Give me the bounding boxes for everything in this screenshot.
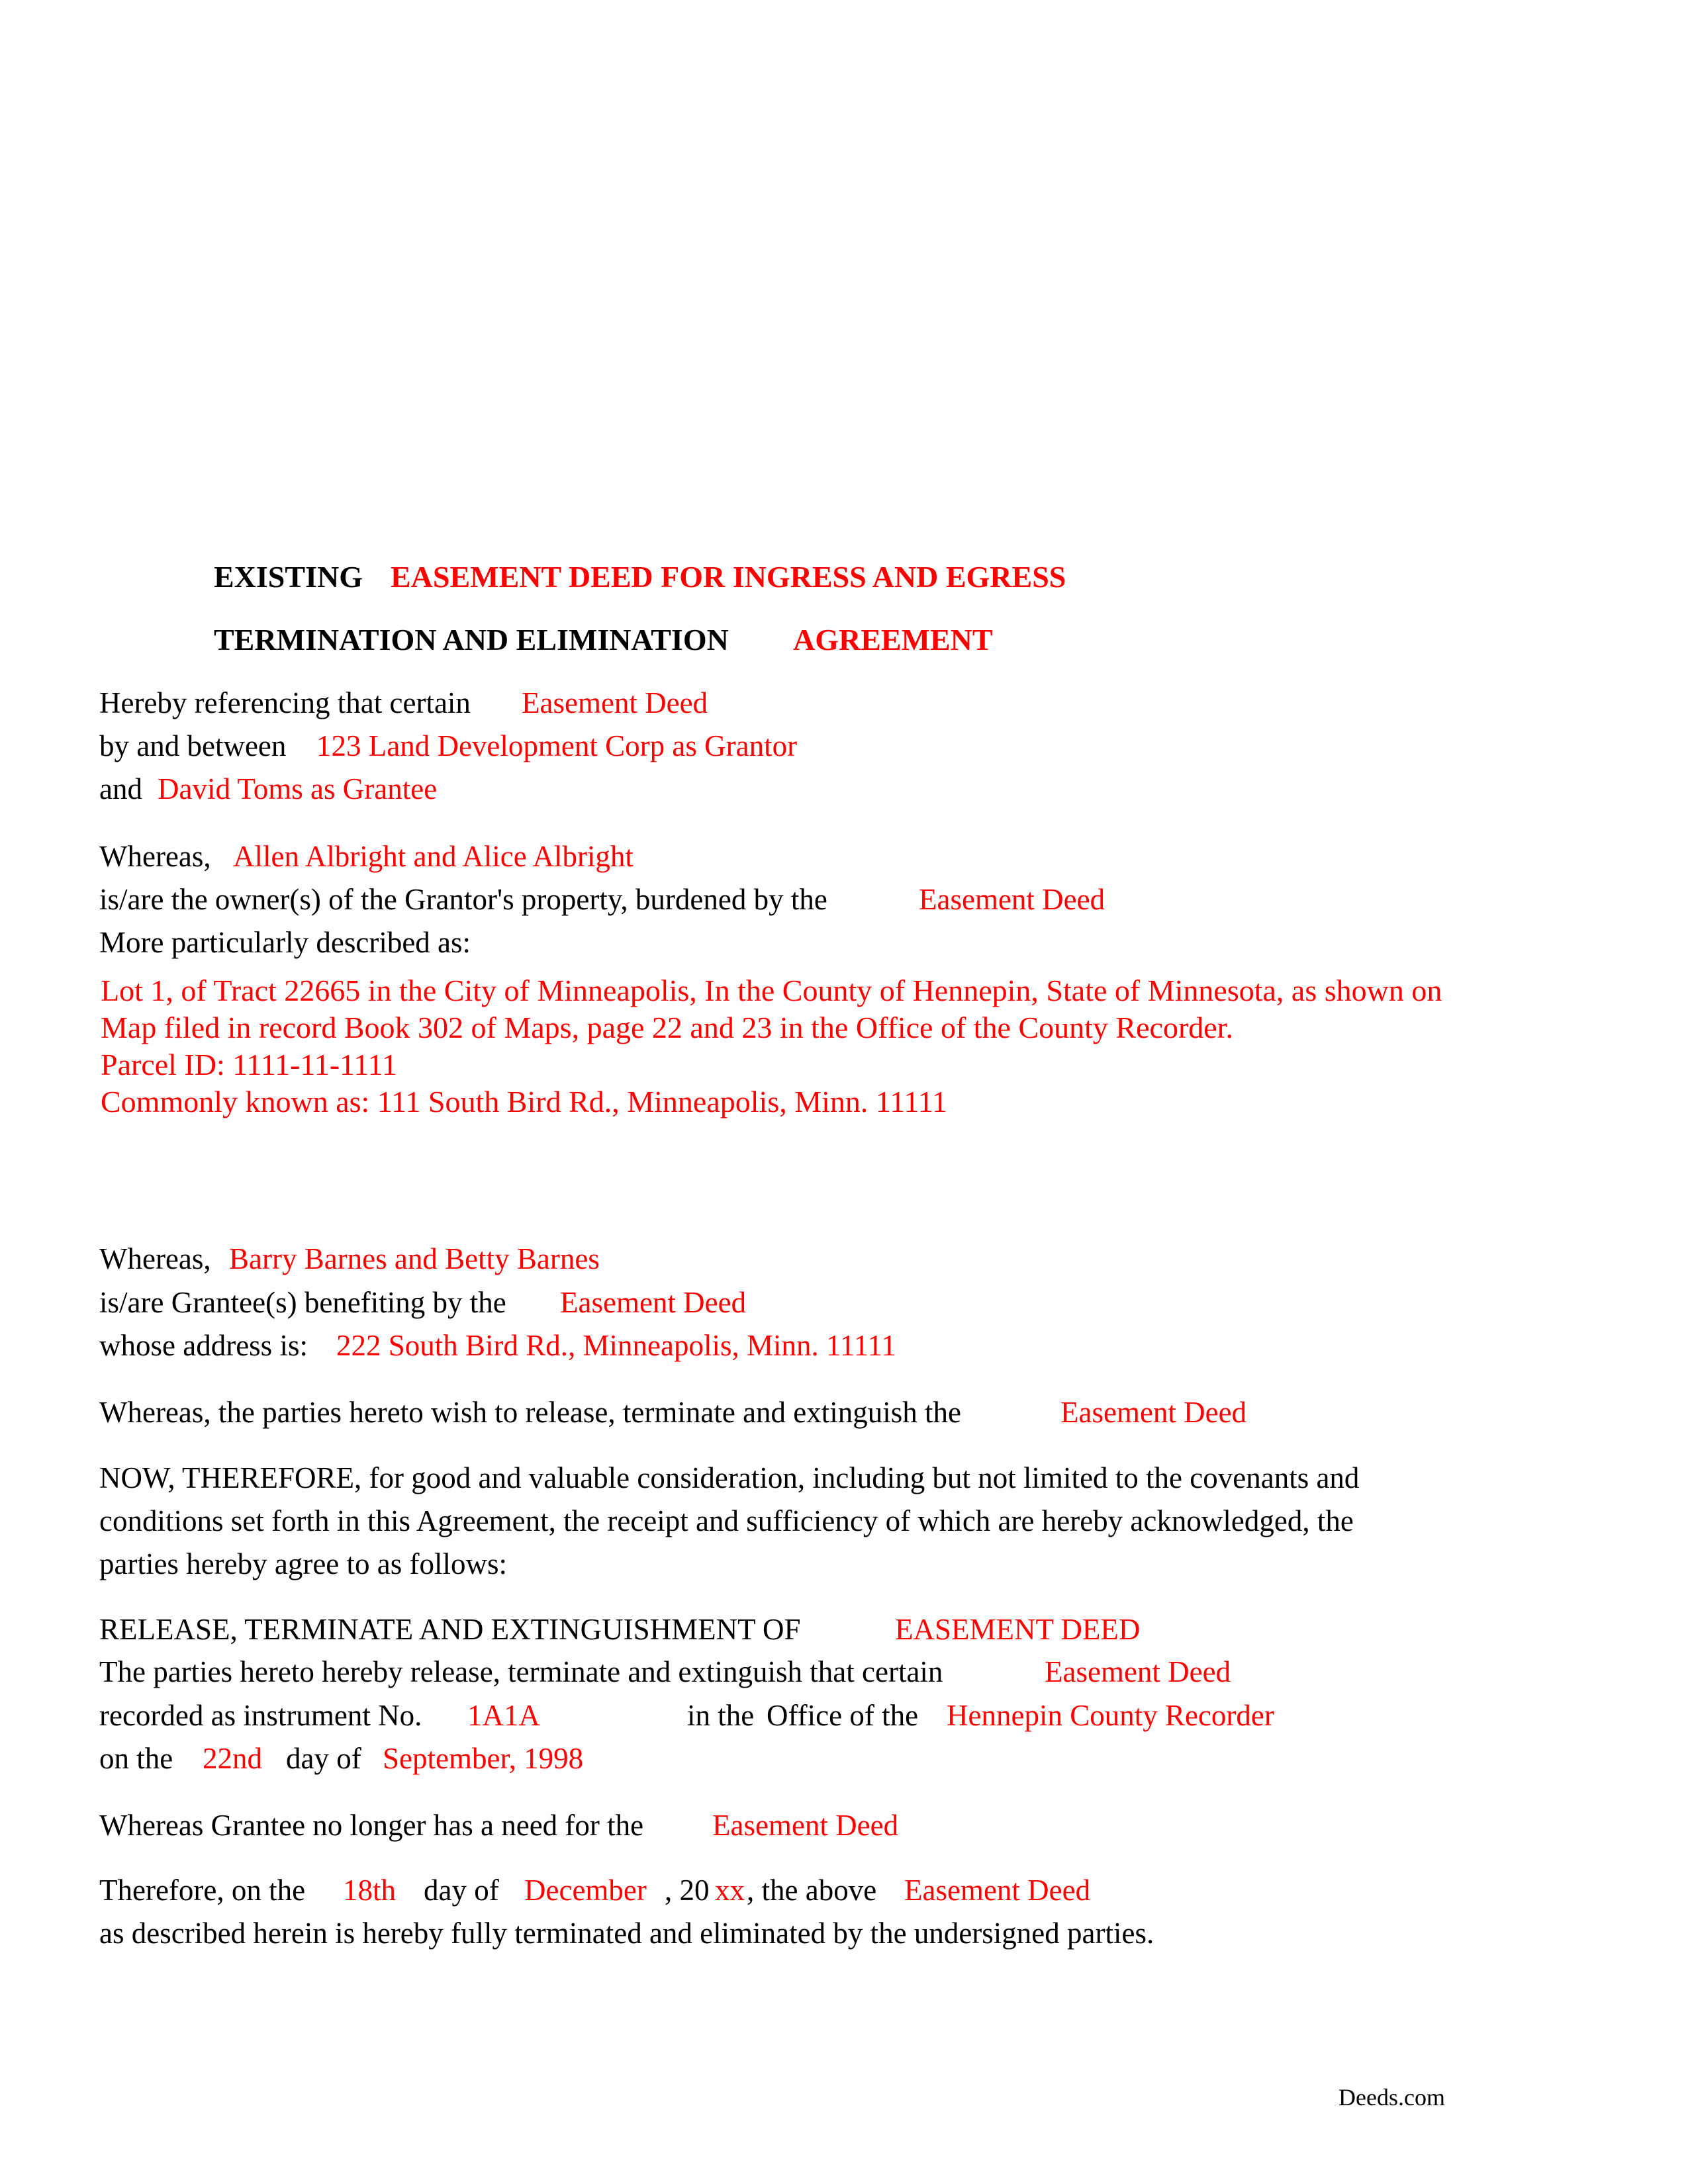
in-the-label: in the bbox=[687, 1699, 755, 1732]
release-heading-fill: EASEMENT DEED bbox=[895, 1613, 1141, 1646]
owners-whereas-label: Whereas, bbox=[99, 840, 211, 873]
beneficiaries-deed-type: Easement Deed bbox=[560, 1286, 747, 1319]
release-intent-deed-type: Easement Deed bbox=[1060, 1396, 1247, 1429]
consideration-line1: NOW, THEREFORE, for good and valuable consideration, including but not limited to the covenants and bbox=[99, 1461, 1360, 1494]
beneficiary-names: Barry Barnes and Betty Barnes bbox=[229, 1242, 600, 1275]
title-line1-prefix: EXISTING bbox=[214, 560, 363, 594]
and-label: and bbox=[99, 772, 142, 805]
footer-brand: Deeds.com bbox=[1338, 2084, 1445, 2111]
grantee-name: David Toms as Grantee bbox=[158, 772, 438, 805]
grantor-name: 123 Land Development Corp as Grantor bbox=[316, 729, 798, 762]
release-line1-label: The parties hereto hereby release, terminate and extinguish that certain bbox=[99, 1655, 943, 1688]
termination-deed-type: Easement Deed bbox=[904, 1874, 1091, 1907]
common-address: Commonly known as: 111 South Bird Rd., Minneapolis, Minn. 11111 bbox=[101, 1085, 948, 1118]
owners-burdened-label: is/are the owner(s) of the Grantor's property, burdened by the bbox=[99, 883, 827, 916]
benefiting-label: is/are Grantee(s) benefiting by the bbox=[99, 1286, 506, 1319]
termination-month: December bbox=[524, 1874, 647, 1907]
beneficiary-address: 222 South Bird Rd., Minneapolis, Minn. 11111 bbox=[336, 1329, 896, 1362]
title-line2-prefix: TERMINATION AND ELIMINATION bbox=[214, 623, 729, 657]
recorder-office: Hennepin County Recorder bbox=[947, 1699, 1274, 1732]
the-above-label: , the above bbox=[747, 1874, 877, 1907]
recording-month-year: September, 1998 bbox=[383, 1742, 584, 1775]
title-line2-fill: AGREEMENT bbox=[793, 623, 993, 657]
address-label: whose address is: bbox=[99, 1329, 308, 1362]
reference-deed-type: Easement Deed bbox=[522, 686, 708, 719]
termination-day: 18th bbox=[343, 1874, 397, 1907]
beneficiaries-whereas-label: Whereas, bbox=[99, 1242, 211, 1275]
owners-deed-type: Easement Deed bbox=[919, 883, 1105, 916]
reference-label: Hereby referencing that certain bbox=[99, 686, 471, 719]
parcel-id: Parcel ID: 1111-11-1111 bbox=[101, 1048, 397, 1081]
instrument-number: 1A1A bbox=[467, 1699, 540, 1732]
termination-year-suffix: xx bbox=[715, 1874, 745, 1907]
day-of-label: day of bbox=[286, 1742, 361, 1775]
no-need-label: Whereas Grantee no longer has a need for the bbox=[99, 1809, 644, 1842]
release-heading: RELEASE, TERMINATE AND EXTINGUISHMENT OF bbox=[99, 1613, 801, 1646]
on-the-label: on the bbox=[99, 1742, 173, 1775]
legal-description-line1: Lot 1, of Tract 22665 in the City of Minneapolis, In the County of Hennepin, State of Minnesota, as shown on bbox=[101, 974, 1442, 1007]
recording-day: 22nd bbox=[203, 1742, 262, 1775]
termination-year-prefix: , 20 bbox=[665, 1874, 710, 1907]
release-line1-deed-type: Easement Deed bbox=[1045, 1655, 1231, 1688]
office-of-label: Office of the bbox=[767, 1699, 919, 1732]
described-as-label: More particularly described as: bbox=[99, 926, 471, 959]
no-need-deed-type: Easement Deed bbox=[712, 1809, 899, 1842]
consideration-line3: parties hereby agree to as follows: bbox=[99, 1547, 508, 1580]
instrument-label: recorded as instrument No. bbox=[99, 1699, 422, 1732]
termination-day-of-label: day of bbox=[424, 1874, 499, 1907]
consideration-line2: conditions set forth in this Agreement, the receipt and sufficiency of which are hereby acknowledged, the bbox=[99, 1504, 1354, 1537]
owner-names: Allen Albright and Alice Albright bbox=[233, 840, 633, 873]
termination-line2: as described herein is hereby fully terminated and eliminated by the undersigned parties. bbox=[99, 1917, 1154, 1950]
by-between-label: by and between bbox=[99, 729, 287, 762]
release-intent-label: Whereas, the parties hereto wish to release, terminate and extinguish the bbox=[99, 1396, 962, 1429]
title-line1-fill: EASEMENT DEED FOR INGRESS AND EGRESS bbox=[391, 560, 1066, 594]
termination-label: Therefore, on the bbox=[99, 1874, 306, 1907]
legal-description-line2: Map filed in record Book 302 of Maps, page 22 and 23 in the Office of the County Recorder. bbox=[101, 1011, 1233, 1044]
